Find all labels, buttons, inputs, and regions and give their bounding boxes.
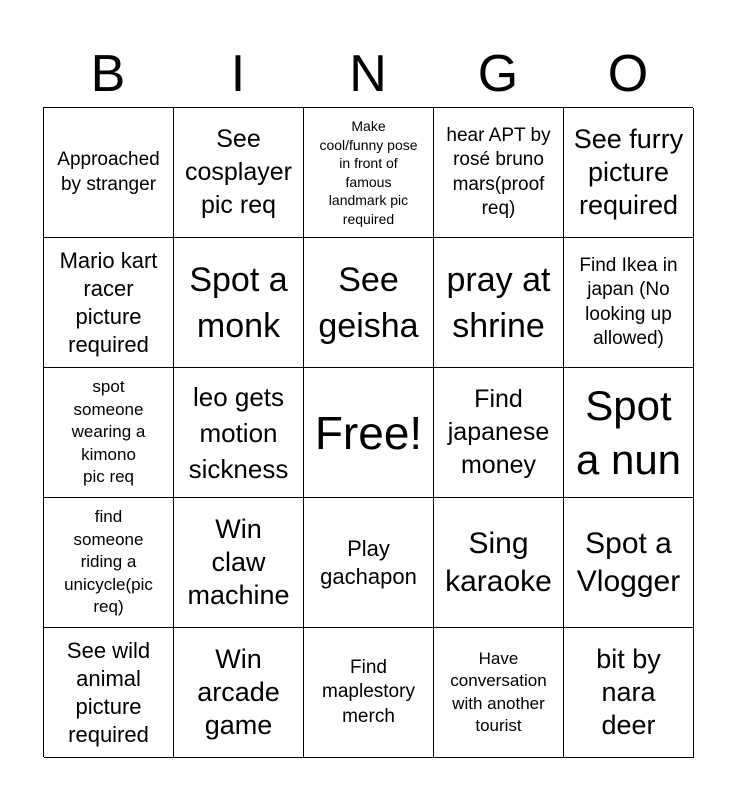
cell-text: See geisha — [318, 260, 419, 345]
bingo-grid — [43, 107, 693, 757]
header-letter-n: N — [349, 45, 387, 103]
bingo-cell-r3c1[interactable] — [44, 368, 174, 498]
cell-text: Find Ikea in japan (No looking up allowed) — [579, 254, 678, 349]
bingo-cell-r1c1[interactable] — [44, 108, 174, 238]
cell-text: find someone riding a unicycle(pic req) — [64, 507, 153, 617]
cell-text: spot someone wearing a kimono pic req — [71, 377, 146, 487]
cell-text: Mario kart racer picture required — [59, 247, 158, 357]
bingo-cell-r3c4[interactable] — [434, 368, 564, 498]
cell-text: Make cool/funny pose in front of famous landmark pic required — [319, 118, 418, 227]
cell-text: bit by nara deer — [596, 644, 661, 740]
bingo-cell-r3c2[interactable] — [174, 368, 304, 498]
cell-text: See cosplayer pic req — [185, 125, 292, 219]
bingo-header — [43, 40, 693, 108]
bingo-cell-r2c4[interactable] — [434, 238, 564, 368]
cell-text: See furry picture required — [573, 124, 684, 220]
bingo-cell-r2c5[interactable] — [564, 238, 694, 368]
bingo-cell-r1c3[interactable] — [304, 108, 434, 238]
bingo-cell-r4c4[interactable] — [434, 498, 564, 628]
cell-text: Play gachapon — [320, 535, 417, 589]
bingo-cell-r4c2[interactable] — [174, 498, 304, 628]
bingo-cell-r2c1[interactable] — [44, 238, 174, 368]
bingo-cell-r5c3[interactable] — [304, 628, 434, 758]
bingo-cell-r1c5[interactable] — [564, 108, 694, 238]
cell-text: Spot a nun — [575, 381, 682, 483]
bingo-cell-r1c4[interactable] — [434, 108, 564, 238]
cell-text: Win claw machine — [187, 514, 290, 610]
bingo-cell-r3c5[interactable] — [564, 368, 694, 498]
cell-text: Win arcade game — [197, 644, 280, 740]
header-letter-b: B — [90, 45, 126, 103]
cell-text-free: Free! — [314, 406, 423, 459]
bingo-cell-r4c5[interactable] — [564, 498, 694, 628]
bingo-cell-r1c2[interactable] — [174, 108, 304, 238]
header-letter-g: G — [477, 45, 519, 103]
cell-text: Approached by stranger — [57, 149, 160, 195]
cell-text: See wild animal picture required — [66, 637, 151, 747]
cell-text: hear APT by rosé bruno mars(proof req) — [446, 124, 551, 219]
cell-text: leo gets motion sickness — [188, 381, 289, 484]
cell-text: Sing karaoke — [445, 526, 552, 598]
bingo-cell-r5c1[interactable] — [44, 628, 174, 758]
cell-text: Have conversation with another tourist — [450, 648, 547, 735]
bingo-cell-r5c4[interactable] — [434, 628, 564, 758]
cell-text: Find maplestory merch — [322, 656, 415, 727]
cell-text: Spot a monk — [189, 260, 288, 345]
cell-text: Spot a Vlogger — [576, 526, 681, 598]
header-letter-o: O — [607, 45, 649, 103]
cell-text: pray at shrine — [446, 260, 551, 345]
bingo-cell-r4c1[interactable] — [44, 498, 174, 628]
bingo-cell-r5c2[interactable] — [174, 628, 304, 758]
bingo-cell-r2c2[interactable] — [174, 238, 304, 368]
header-letter-i: I — [230, 45, 246, 103]
cell-text: Find japanese money — [447, 385, 550, 479]
bingo-cell-r4c3[interactable] — [304, 498, 434, 628]
bingo-cell-r2c3[interactable] — [304, 238, 434, 368]
bingo-cell-r3c3[interactable] — [304, 368, 434, 498]
bingo-cell-r5c5[interactable] — [564, 628, 694, 758]
